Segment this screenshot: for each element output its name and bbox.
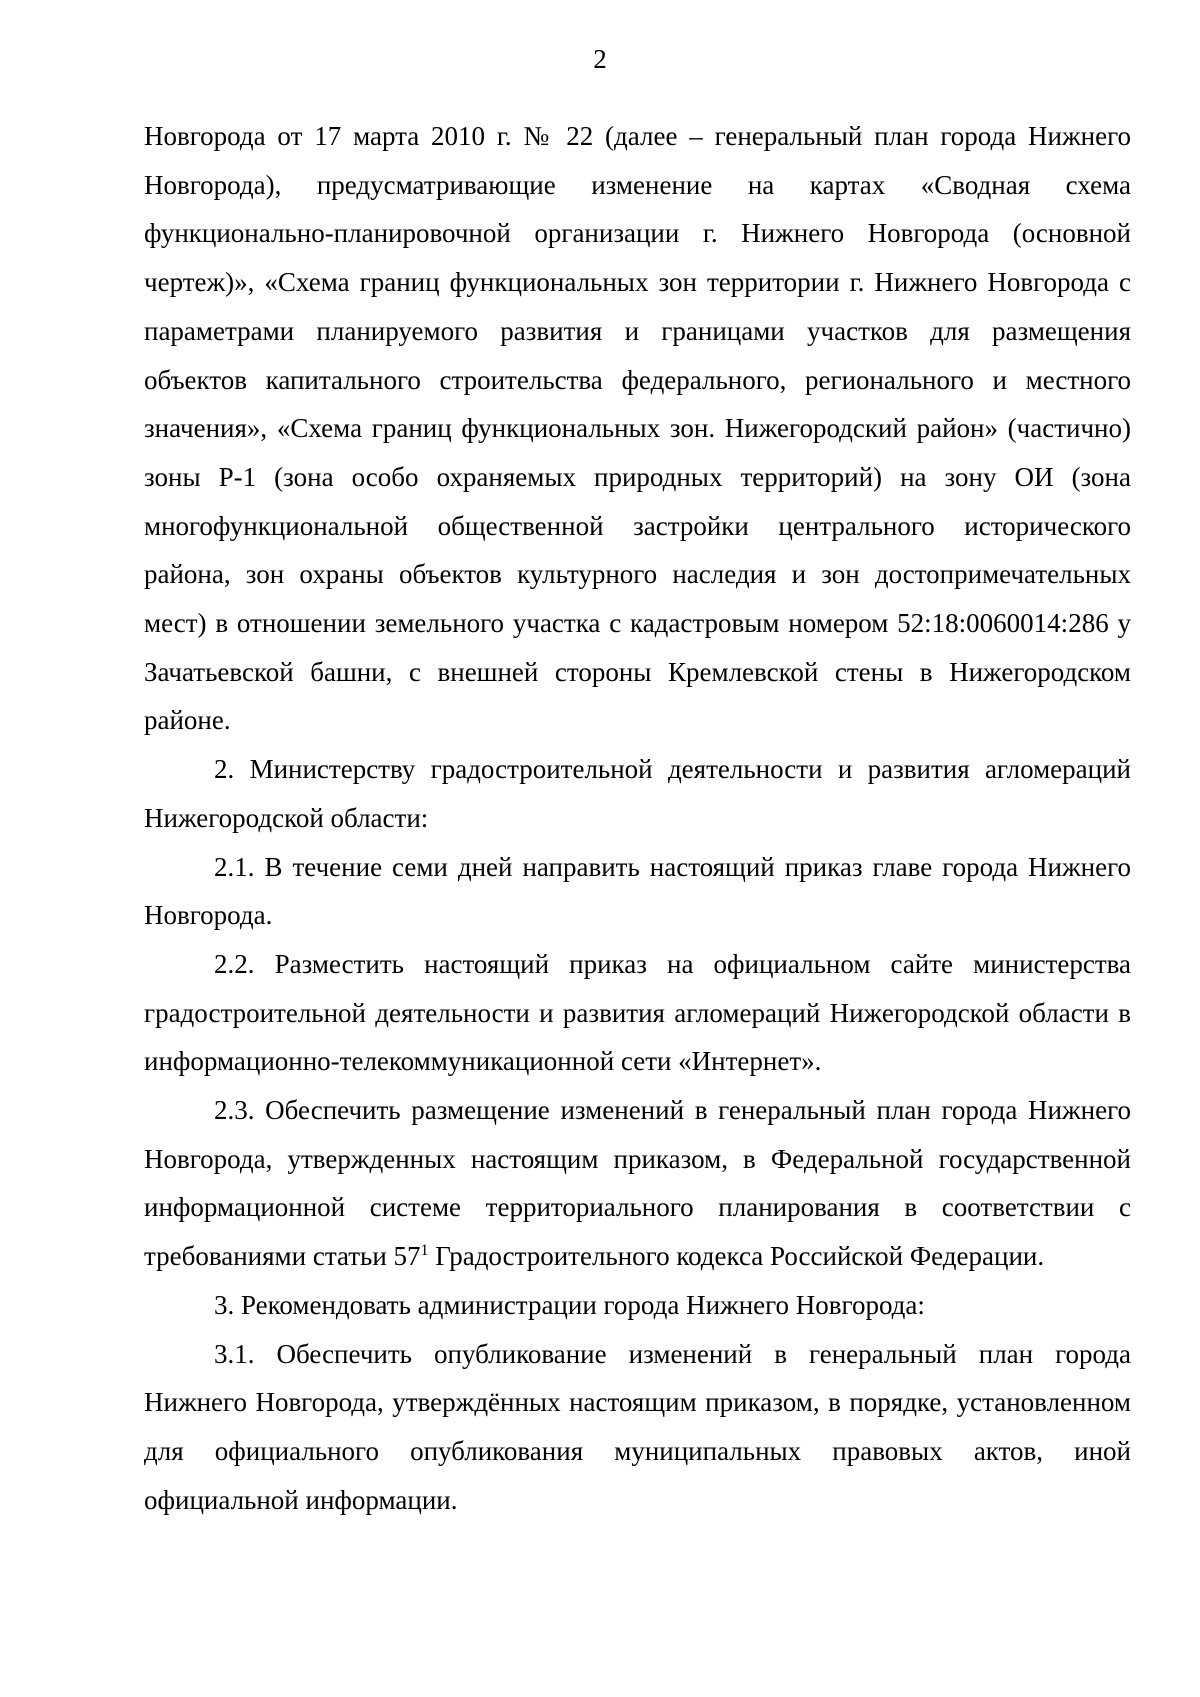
paragraph-item-2: 2. Министерству градостроительной деятельности и развития агломераций Нижегородской области:	[144, 754, 1131, 833]
paragraph-item-3-1: 3.1. Обеспечить опубликование изменений в генеральный план города Нижнего Новгорода, утверждённых настоящим приказом, в порядке, установленном для официального опубликования муниципальных правовых актов, иной официальной информации.	[144, 1338, 1131, 1515]
document-body	[144, 112, 1131, 1524]
paragraph-item-2-3-text: 2.3. Обеспечить размещение изменений в генеральный план города Нижнего Новгорода, утвержденных настоящим приказом, в Федеральной государственной информационной системе территориального планирования в соответствии с требованиями статьи 57	[144, 1095, 1131, 1272]
paragraph-continuation: Новгорода от 17 марта 2010 г. № 22 (далее – генеральный план города Нижнего Новгорода), предусматривающие изменение на картах «Сводная схема функционально-планировочной организации г. Нижнего Новгорода (основной чертеж)», «Схема границ функциональных зон территории г. Нижнего Новгорода с параметрами планируемого развития и границами участков для размещения объектов капитального строительства федерального, регионального и местного значения», «Схема границ функциональных зон. Нижегородский район» (частично) зоны Р-1 (зона особо охраняемых природных территорий) на зону ОИ (зона многофункциональной общественной застройки центрального исторического района, зон охраны объектов культурного наследия и зон достопримечательных мест) в отношении земельного участка с кадастровым номером 52:18:0060014:286 у Зачатьевской башни, с внешней стороны Кремлевской стены в Нижегородском районе.	[144, 121, 1131, 736]
page-number: 2	[593, 44, 607, 74]
paragraph-item-2-3	[144, 1086, 1131, 1281]
paragraph-item-2-1: 2.1. В течение семи дней направить настоящий приказ главе города Нижнего Новгорода.	[144, 851, 1131, 931]
paragraph-item-2-3-text-end: Градостроительного кодекса Российской Федерации.	[428, 1241, 1045, 1272]
article-superscript: 1	[420, 1242, 429, 1260]
paragraph-item-3: 3. Рекомендовать администрации города Нижнего Новгорода:	[214, 1289, 925, 1320]
paragraph-item-2-2: 2.2. Разместить настоящий приказ на официальном сайте министерства градостроительной деятельности и развития агломераций Нижегородской области в информационно-телекоммуникационной сети «Интернет».	[144, 948, 1131, 1077]
